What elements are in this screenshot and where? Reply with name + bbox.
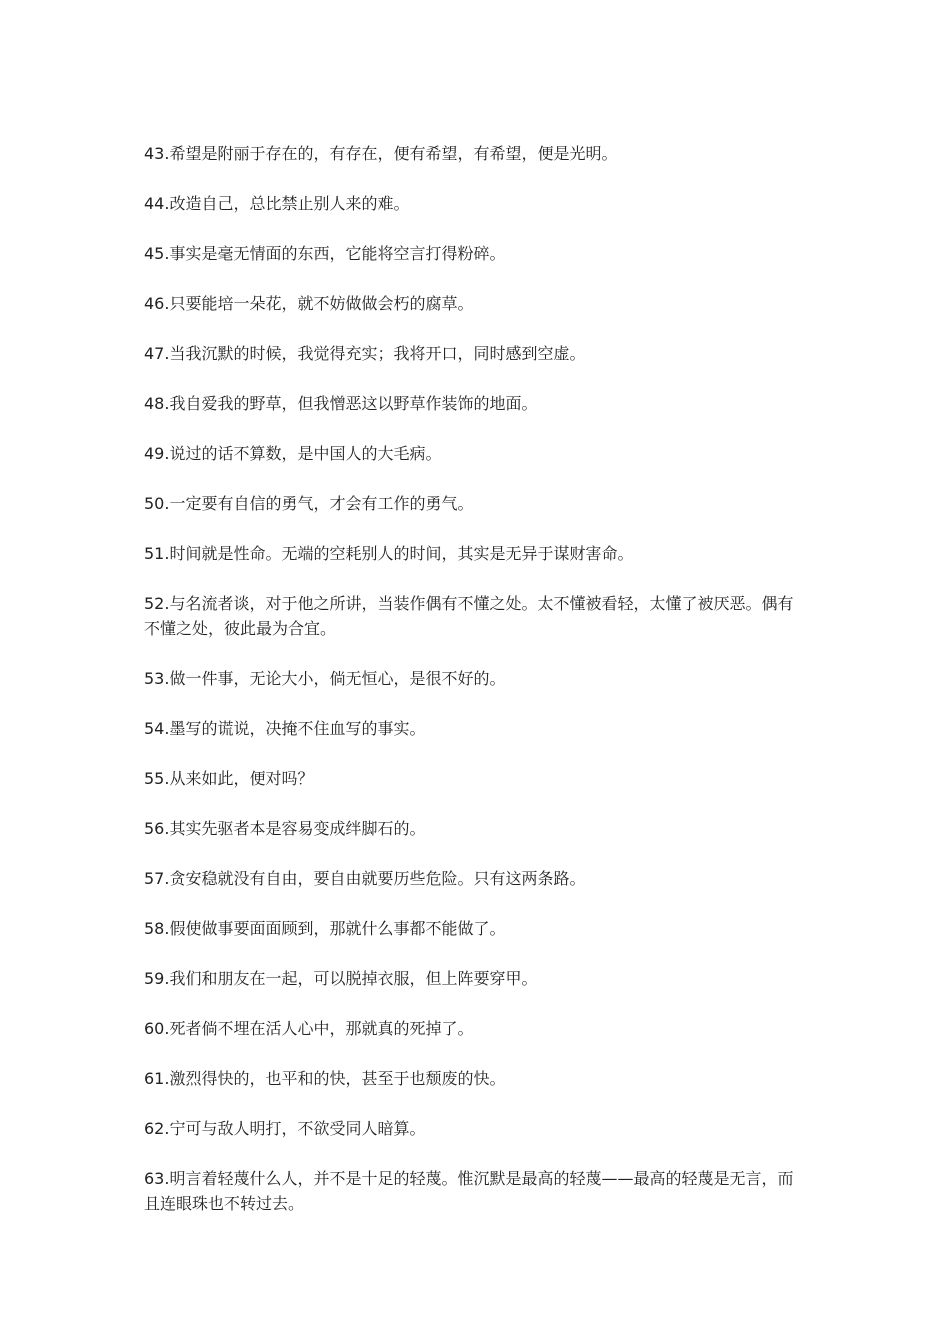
quote-43: 43.希望是附丽于存在的，有存在，便有希望，有希望，便是光明。 xyxy=(144,144,618,163)
quote-52: 52.与名流者谈，对于他之所讲，当装作偶有不懂之处。太不懂被看轻，太懂了被厌恶。偶有不懂之处，彼此最为合宜。 xyxy=(144,594,794,638)
quote-60: 60.死者倘不埋在活人心中，那就真的死掉了。 xyxy=(144,1019,474,1038)
quote-61: 61.激烈得快的，也平和的快，甚至于也颓废的快。 xyxy=(144,1069,506,1088)
quote-62: 62.宁可与敌人明打，不欲受同人暗算。 xyxy=(144,1119,426,1138)
quote-51: 51.时间就是性命。无端的空耗别人的时间，其实是无异于谋财害命。 xyxy=(144,544,634,563)
quote-57: 57.贪安稳就没有自由，要自由就要历些危险。只有这两条路。 xyxy=(144,869,586,888)
quote-58: 58.假使做事要面面顾到，那就什么事都不能做了。 xyxy=(144,919,506,938)
quote-48: 48.我自爱我的野草，但我憎恶这以野草作装饰的地面。 xyxy=(144,394,538,413)
quote-49: 49.说过的话不算数，是中国人的大毛病。 xyxy=(144,444,442,463)
quote-44: 44.改造自己，总比禁止别人来的难。 xyxy=(144,194,410,213)
quote-46: 46.只要能培一朵花，就不妨做做会朽的腐草。 xyxy=(144,294,474,313)
quote-53: 53.做一件事，无论大小，倘无恒心，是很不好的。 xyxy=(144,669,506,688)
quote-55: 55.从来如此，便对吗？ xyxy=(144,769,314,788)
quote-56: 56.其实先驱者本是容易变成绊脚石的。 xyxy=(144,819,426,838)
quote-50: 50.一定要有自信的勇气，才会有工作的勇气。 xyxy=(144,494,474,513)
quote-63: 63.明言着轻蔑什么人，并不是十足的轻蔑。惟沉默是最高的轻蔑——最高的轻蔑是无言，而且连眼珠也不转过去。 xyxy=(144,1169,794,1213)
quote-54: 54.墨写的谎说，决掩不住血写的事实。 xyxy=(144,719,426,738)
quote-45: 45.事实是毫无情面的东西，它能将空言打得粉碎。 xyxy=(144,244,506,263)
quote-47: 47.当我沉默的时候，我觉得充实；我将开口，同时感到空虚。 xyxy=(144,344,586,363)
quote-59: 59.我们和朋友在一起，可以脱掉衣服，但上阵要穿甲。 xyxy=(144,969,538,988)
quote-list xyxy=(144,141,808,1241)
